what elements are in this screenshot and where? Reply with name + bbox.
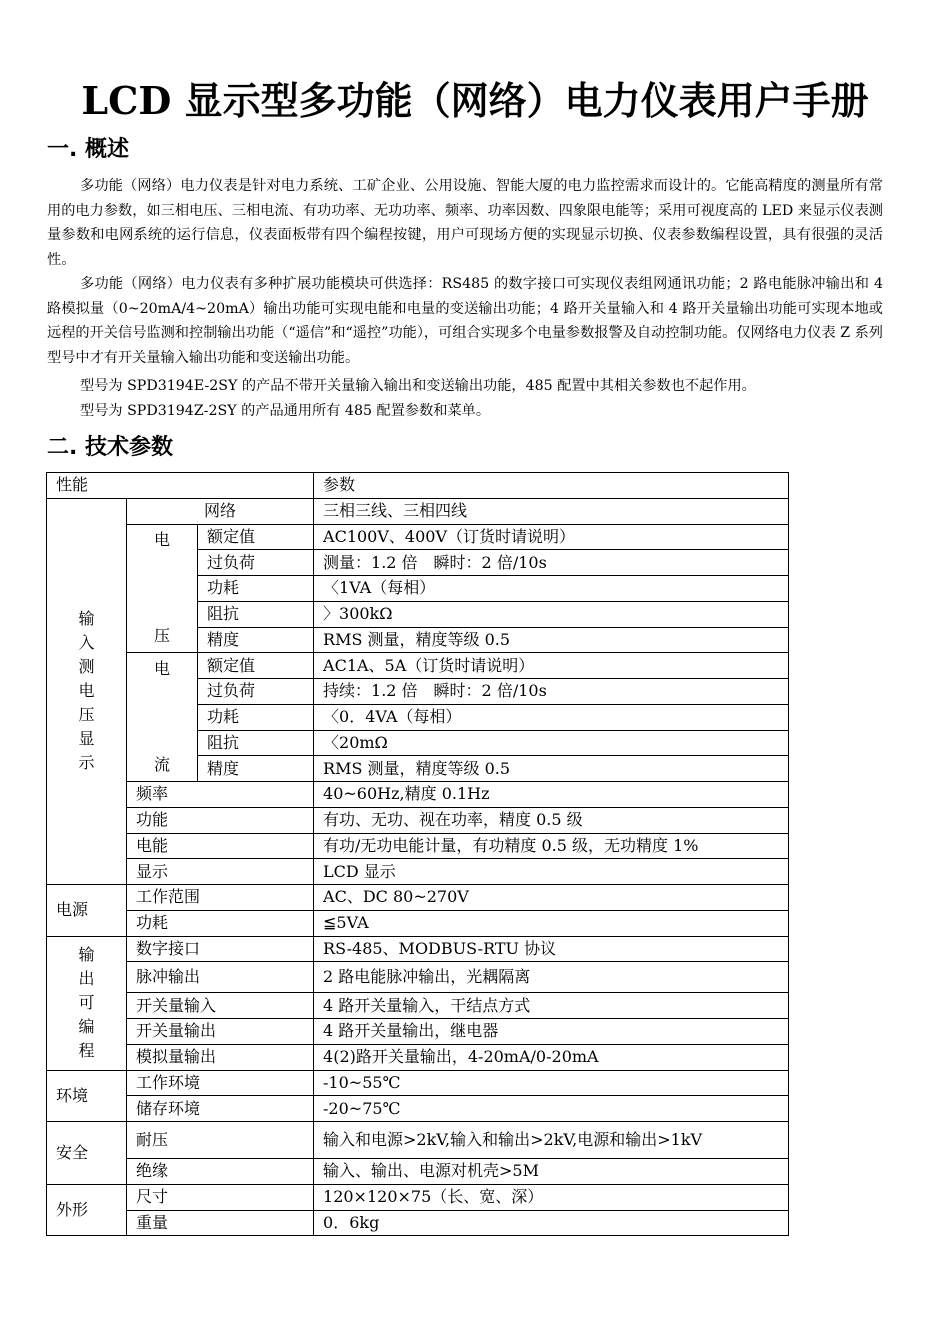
row-value: 输入、输出、电源对机壳>5M bbox=[314, 1159, 789, 1185]
table-row bbox=[47, 524, 789, 550]
row-label: 数字接口 bbox=[127, 936, 314, 962]
row-label: 开关量输出 bbox=[127, 1019, 314, 1045]
group-label: 输入测电压显示 bbox=[78, 609, 95, 773]
row-label: 功耗 bbox=[127, 910, 314, 936]
row-label: 精度 bbox=[198, 756, 314, 782]
row-label: 脉冲输出 bbox=[127, 962, 314, 993]
row-value: AC1A、5A（订货时请说明） bbox=[314, 653, 789, 679]
document-title: LCD 显示型多功能（网络）电力仪表用户手册 bbox=[81, 78, 869, 123]
table-header-row bbox=[47, 473, 789, 499]
table-row bbox=[47, 936, 789, 962]
row-value: 有功、无功、视在功率，精度 0.5 级 bbox=[314, 807, 789, 833]
row-label: 耐压 bbox=[127, 1122, 314, 1159]
table-row bbox=[47, 498, 789, 524]
table-row bbox=[47, 885, 789, 911]
section-heading-overview: 一. 概述 bbox=[47, 137, 130, 162]
table-row bbox=[47, 1122, 789, 1159]
row-label: 尺寸 bbox=[127, 1184, 314, 1210]
row-value: 〈20mΩ bbox=[314, 730, 789, 756]
row-label: 电能 bbox=[127, 833, 314, 859]
overview-paragraph-4: 型号为 SPD3194Z-2SY 的产品通用所有 485 配置参数和菜单。 bbox=[80, 403, 491, 419]
group-label: 输出可编程 bbox=[78, 945, 95, 1060]
row-label: 精度 bbox=[198, 627, 314, 653]
overview-paragraph-1: 多功能（网络）电力仪表是针对电力系统、工矿企业、公用设施、智能大厦的电力监控需求而设计的。它能高精度的测量所有常用的电力参数，如三相电压、三相电流、有功功率、无功功率、频率、功率因数、四象限电能等；采用可视度高的 LED 来显示仪表测量参数和电网系统的运行信息，仪表面板带有四个编程按键，用户可现场方便的实现显示切换、仪表参数编程设置，具有很强的灵活性。 bbox=[47, 178, 883, 268]
row-value: RMS 测量，精度等级 0.5 bbox=[314, 756, 789, 782]
row-value: 〈1VA（每相） bbox=[314, 576, 789, 602]
current-group-label: 电 流 bbox=[127, 653, 198, 782]
spec-table bbox=[46, 472, 789, 1236]
row-label: 显示 bbox=[127, 859, 314, 885]
header-performance: 性能 bbox=[47, 473, 314, 499]
row-label: 阻抗 bbox=[198, 730, 314, 756]
row-value: 120×120×75（长、宽、深） bbox=[314, 1184, 789, 1210]
table-row bbox=[47, 807, 789, 833]
row-value: 输入和电源>2kV,输入和输出>2kV,电源和输出>1kV bbox=[314, 1122, 789, 1159]
row-value: RS-485、MODBUS-RTU 协议 bbox=[314, 936, 789, 962]
table-row bbox=[47, 1070, 789, 1096]
row-value: 4 路开关量输入，干结点方式 bbox=[314, 993, 789, 1019]
row-label: 功能 bbox=[127, 807, 314, 833]
header-parameter: 参数 bbox=[314, 473, 789, 499]
row-label: 频率 bbox=[127, 782, 314, 808]
table-row bbox=[47, 1019, 789, 1045]
table-row bbox=[47, 1096, 789, 1122]
overview-paragraph-3: 型号为 SPD3194E-2SY 的产品不带开关量输入输出和变送输出功能，485 配置中其相关参数也不起作用。 bbox=[80, 378, 756, 394]
row-label: 开关量输入 bbox=[127, 993, 314, 1019]
row-value: AC100V、400V（订货时请说明） bbox=[314, 524, 789, 550]
row-value: 2 路电能脉冲输出，光耦隔离 bbox=[314, 962, 789, 993]
table-row bbox=[47, 1184, 789, 1210]
table-row bbox=[47, 859, 789, 885]
table-row bbox=[47, 782, 789, 808]
voltage-group-label: 电 压 bbox=[127, 524, 198, 653]
group-output-programmable bbox=[47, 936, 127, 1070]
table-row bbox=[47, 653, 789, 679]
row-value: 0．6kg bbox=[314, 1210, 789, 1236]
row-label: 额定值 bbox=[198, 524, 314, 550]
group-environment: 环境 bbox=[47, 1070, 127, 1122]
table-row bbox=[47, 993, 789, 1019]
group-shape: 外形 bbox=[47, 1184, 127, 1236]
row-value: LCD 显示 bbox=[314, 859, 789, 885]
row-value: 〉300kΩ bbox=[314, 601, 789, 627]
row-value: -20~75℃ bbox=[314, 1096, 789, 1122]
row-label: 储存环境 bbox=[127, 1096, 314, 1122]
row-value: 〈0．4VA（每相） bbox=[314, 704, 789, 730]
group-power: 电源 bbox=[47, 885, 127, 937]
overview-paragraph-2: 多功能（网络）电力仪表有多种扩展功能模块可供选择：RS485 的数字接口可实现仪表组网通讯功能；2 路电能脉冲输出和 4 路模拟量（0~20mA/4~20mA）输出功能可实现电能和电量的变送输出功能；4 路开关量输入和 4 路开关量输出功能可实现本地或远程的开关信号监测和控制输出功能（“遥信”和“遥控”功能），可组合实现多个电量参数报警及自动控制功能。仅网络电力仪表 Z 系列型号中才有开关量输入输出功能和变送输出功能。 bbox=[47, 276, 883, 366]
row-value: 4(2)路开关量输出，4-20mA/0-20mA bbox=[314, 1044, 789, 1070]
row-value: -10~55℃ bbox=[314, 1070, 789, 1096]
section-heading-specs: 二. 技术参数 bbox=[47, 435, 174, 460]
group-input-measure-display bbox=[47, 498, 127, 884]
table-row bbox=[47, 1159, 789, 1185]
row-value: RMS 测量，精度等级 0.5 bbox=[314, 627, 789, 653]
row-label: 重量 bbox=[127, 1210, 314, 1236]
row-label: 过负荷 bbox=[198, 679, 314, 705]
row-value: 测量：1.2 倍 瞬时：2 倍/10s bbox=[314, 550, 789, 576]
row-label: 功耗 bbox=[198, 576, 314, 602]
row-label: 工作范围 bbox=[127, 885, 314, 911]
row-label: 模拟量输出 bbox=[127, 1044, 314, 1070]
row-label: 绝缘 bbox=[127, 1159, 314, 1185]
row-label: 功耗 bbox=[198, 704, 314, 730]
row-value: AC、DC 80~270V bbox=[314, 885, 789, 911]
row-label: 过负荷 bbox=[198, 550, 314, 576]
group-safety: 安全 bbox=[47, 1122, 127, 1185]
table-row bbox=[47, 910, 789, 936]
row-value: 三相三线、三相四线 bbox=[314, 498, 789, 524]
table-row bbox=[47, 1210, 789, 1236]
row-value: 有功/无功电能计量，有功精度 0.5 级，无功精度 1% bbox=[314, 833, 789, 859]
spec-table-container bbox=[46, 472, 789, 1236]
table-row bbox=[47, 962, 789, 993]
row-value: ≦5VA bbox=[314, 910, 789, 936]
row-label: 额定值 bbox=[198, 653, 314, 679]
row-value: 持续：1.2 倍 瞬时：2 倍/10s bbox=[314, 679, 789, 705]
table-row bbox=[47, 833, 789, 859]
table-row bbox=[47, 1044, 789, 1070]
row-value: 40~60Hz,精度 0.1Hz bbox=[314, 782, 789, 808]
row-label: 阻抗 bbox=[198, 601, 314, 627]
row-label: 工作环境 bbox=[127, 1070, 314, 1096]
row-value: 4 路开关量输出，继电器 bbox=[314, 1019, 789, 1045]
row-label: 网络 bbox=[127, 498, 314, 524]
